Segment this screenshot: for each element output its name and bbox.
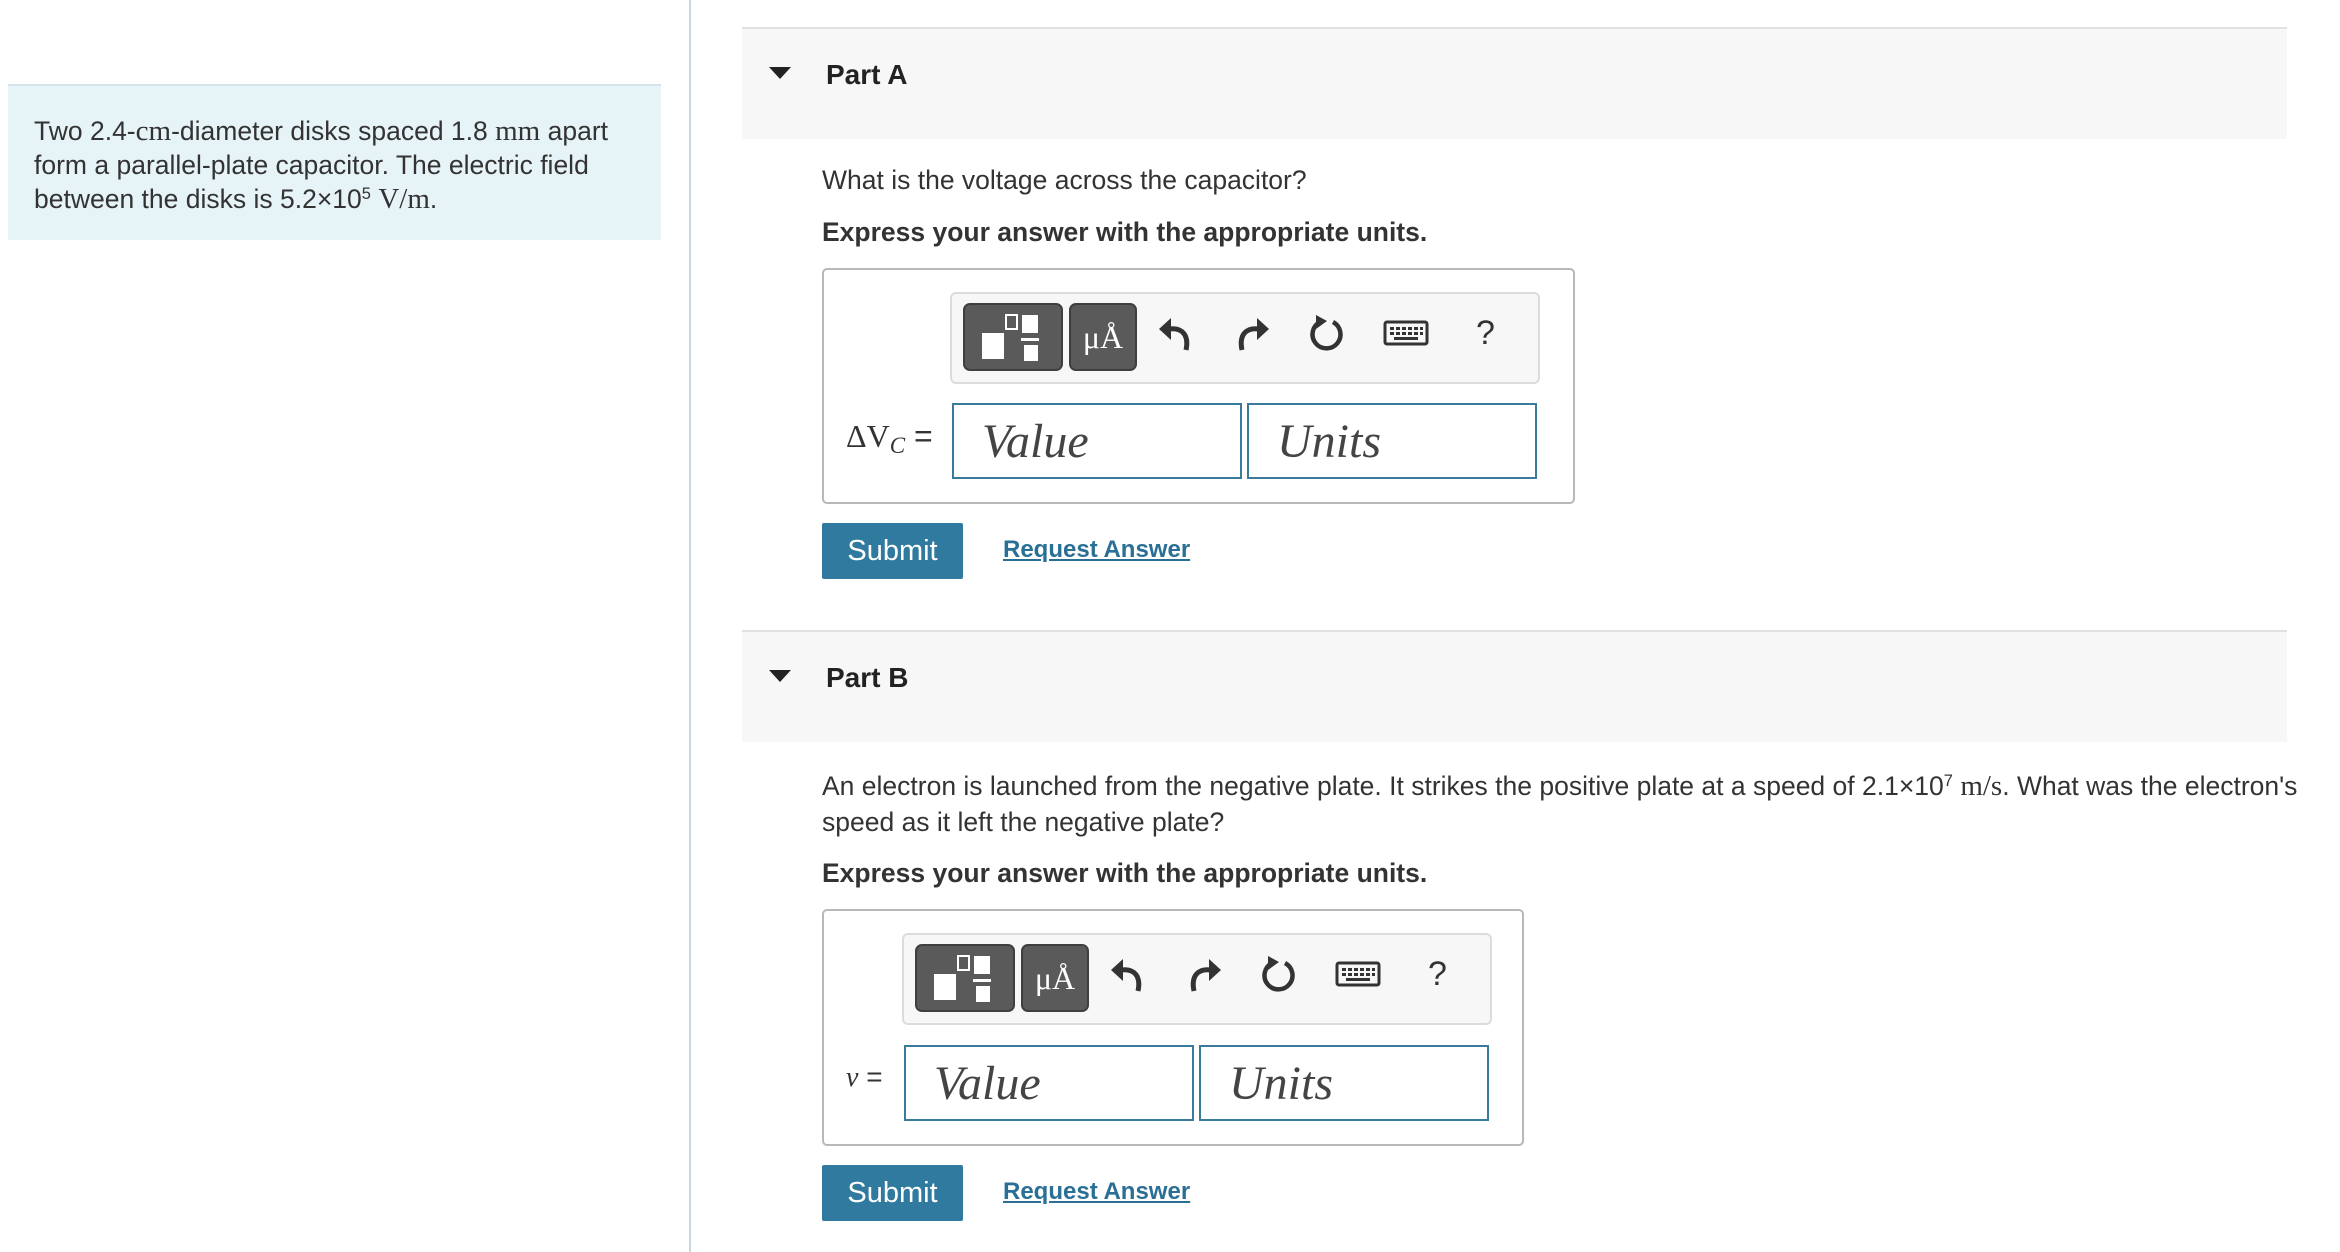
collapse-caret-icon[interactable]	[769, 670, 791, 682]
part-a-value-field[interactable]	[954, 405, 1240, 477]
math-toolbar	[902, 933, 1492, 1025]
part-a-header[interactable]	[742, 27, 2287, 139]
keyboard-icon	[1383, 318, 1429, 350]
part-a-instruction: Express your answer with the appropriate units.	[822, 217, 1428, 247]
units-icon: μÅ	[1082, 319, 1124, 355]
part-b-value-input[interactable]	[904, 1045, 1194, 1121]
part-b-value-field[interactable]	[906, 1047, 1192, 1119]
part-b-request-answer-link[interactable]: Request Answer	[1003, 1178, 1191, 1205]
templates-icon	[965, 305, 1061, 369]
redo-button[interactable]	[1182, 953, 1224, 1001]
reset-icon	[1259, 953, 1299, 997]
part-b-units-field[interactable]	[1201, 1047, 1487, 1119]
part-a-units-field[interactable]	[1249, 405, 1535, 477]
part-b-variable-label: v =	[846, 1061, 883, 1093]
part-a-request-answer-link[interactable]: Request Answer	[1003, 536, 1191, 563]
collapse-caret-icon[interactable]	[769, 67, 791, 79]
part-b-submit-button[interactable]: Submit	[822, 1165, 963, 1221]
keyboard-icon	[1335, 959, 1381, 991]
part-b-units-input[interactable]	[1199, 1045, 1489, 1121]
part-a-submit-button[interactable]: Submit	[822, 523, 963, 579]
units-button[interactable]	[1021, 944, 1089, 1012]
part-b-header[interactable]	[742, 630, 2287, 742]
part-a-answer-box	[822, 268, 1575, 504]
templates-icon	[917, 946, 1013, 1010]
keyboard-button[interactable]	[1334, 959, 1382, 1007]
reset-button[interactable]	[1306, 312, 1348, 360]
units-button[interactable]	[1069, 303, 1137, 371]
templates-button[interactable]	[915, 944, 1015, 1012]
part-a-question: What is the voltage across the capacitor?	[822, 165, 1307, 195]
templates-button[interactable]	[963, 303, 1063, 371]
redo-icon	[1231, 312, 1271, 356]
redo-button[interactable]	[1230, 312, 1272, 360]
undo-icon	[1157, 312, 1197, 356]
part-a-variable-label: $\Delta V_C$ =	[846, 418, 933, 458]
part-a-value-input[interactable]	[952, 403, 1242, 479]
part-b-title: Part B	[826, 662, 909, 693]
reset-button[interactable]	[1258, 953, 1300, 1001]
undo-button[interactable]	[1108, 953, 1150, 1001]
reset-icon	[1307, 312, 1347, 356]
undo-button[interactable]	[1156, 312, 1198, 360]
undo-icon	[1109, 953, 1149, 997]
units-icon: μÅ	[1034, 960, 1076, 996]
help-icon[interactable]: ?	[1428, 955, 1447, 993]
part-b-instruction: Express your answer with the appropriate units.	[822, 858, 1428, 888]
part-b-answer-box	[822, 909, 1524, 1146]
part-b-question: An electron is launched from the negative plate. It strikes the positive plate at a speed of $2.1\times 10^7$ m/s. What was the electron's speed as it left the negative plate?	[822, 770, 2298, 837]
help-icon[interactable]: ?	[1476, 314, 1495, 352]
keyboard-button[interactable]	[1382, 318, 1430, 366]
problem-statement: Two 2.4-cm-diameter disks spaced 1.8 mm apart form a parallel-plate capacitor. The electric field between the disks is $5.2\times 10^5$ V/m.	[8, 84, 661, 240]
part-a-title: Part A	[826, 59, 908, 90]
redo-icon	[1183, 953, 1223, 997]
math-toolbar	[950, 292, 1540, 384]
part-a-units-input[interactable]	[1247, 403, 1537, 479]
